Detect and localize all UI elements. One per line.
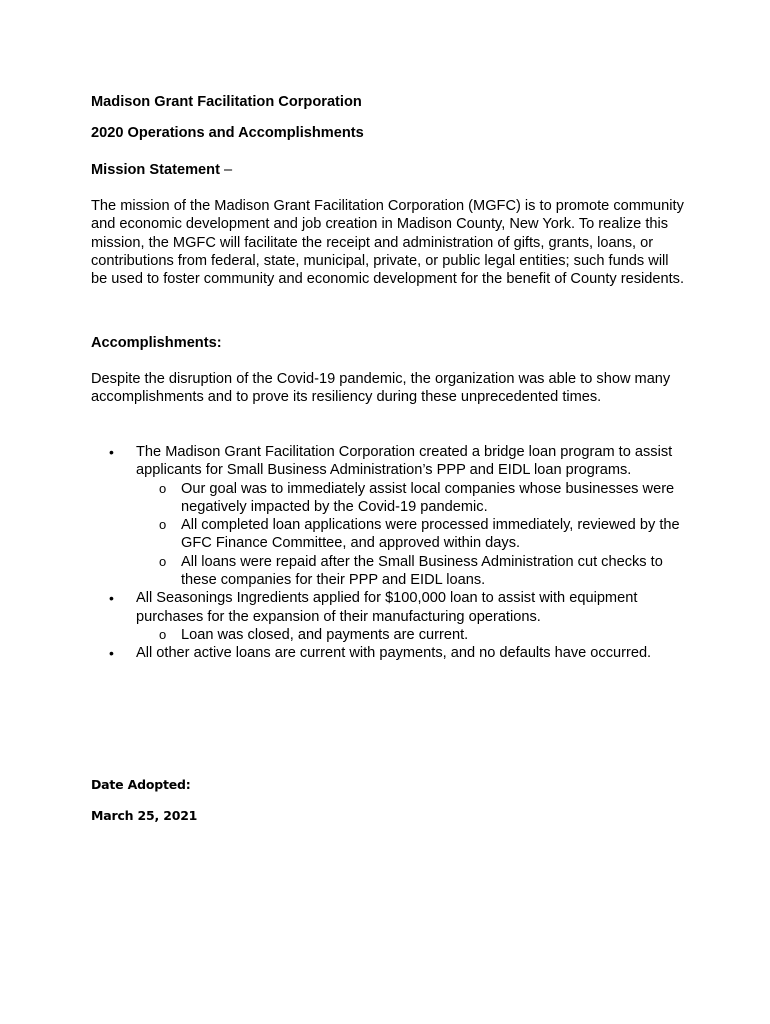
bullet-marker: •	[109, 645, 114, 662]
sub-list-item	[136, 553, 691, 590]
sub-list-item	[136, 516, 691, 553]
document-subtitle: 2020 Operations and Accomplishments	[91, 125, 364, 141]
sub-list	[136, 480, 691, 590]
list-item-text: All Seasonings Ingredients applied for $100,000 loan to assist with equipment purchases for the expansion of their manufacturing operations.	[136, 590, 638, 625]
date-adopted-value: March 25, 2021	[91, 808, 198, 823]
accomplishments-intro: Despite the disruption of the Covid-19 pandemic, the organization was able to show many accomplishments and to prove its resiliency during these unprecedented times.	[91, 371, 671, 406]
list-item	[91, 443, 691, 589]
accomplishments-heading: Accomplishments:	[91, 335, 222, 351]
sub-bullet-marker: o	[159, 517, 167, 533]
sub-list-item-text: Our goal was to immediately assist local companies whose businesses were negatively impacted by the Covid-19 pandemic.	[181, 480, 675, 515]
sub-list-item-text: All completed loan applications were processed immediately, reviewed by the GFC Finance Committee, and approved within days.	[181, 517, 680, 552]
bullet-marker: •	[109, 444, 114, 460]
list-item	[91, 644, 691, 662]
sub-list-item-text: Loan was closed, and payments are current.	[181, 626, 469, 643]
list-item-text: All other active loans are current with payments, and no defaults have occurred.	[136, 645, 652, 662]
mission-heading-label: Mission Statement	[91, 162, 220, 178]
mission-heading-dash: –	[219, 162, 233, 178]
sub-list-item	[136, 480, 691, 517]
sub-list-item-text: All loans were repaid after the Small Business Administration cut checks to these companies for their PPP and EIDL loans.	[181, 553, 663, 589]
list-item	[91, 589, 691, 644]
list-item-text: The Madison Grant Facilitation Corporation created a bridge loan program to assist applicants for Small Business Administration’s PPP and EIDL loan programs.	[136, 444, 673, 479]
sub-list	[136, 626, 691, 644]
date-adopted-label: Date Adopted:	[91, 777, 191, 792]
sub-list-item	[136, 626, 691, 644]
document-title: Madison Grant Facilitation Corporation	[91, 94, 362, 110]
bullet-marker: •	[109, 590, 114, 607]
sub-bullet-marker: o	[159, 626, 167, 642]
mission-heading	[91, 161, 232, 179]
mission-statement-text: The mission of the Madison Grant Facilitation Corporation (MGFC) is to promote community and economic development and job creation in Madison County, New York. To realize this mission, the MGFC will facilitate the receipt and administration of gifts, grants, loans, or contributions from federal, state, municipal, private, or public legal entities; such funds will be used to foster community and economic development for the benefit of County residents.	[91, 198, 684, 288]
accomplishments-list	[91, 443, 691, 663]
sub-bullet-marker: o	[159, 553, 167, 569]
sub-bullet-marker: o	[159, 480, 167, 496]
